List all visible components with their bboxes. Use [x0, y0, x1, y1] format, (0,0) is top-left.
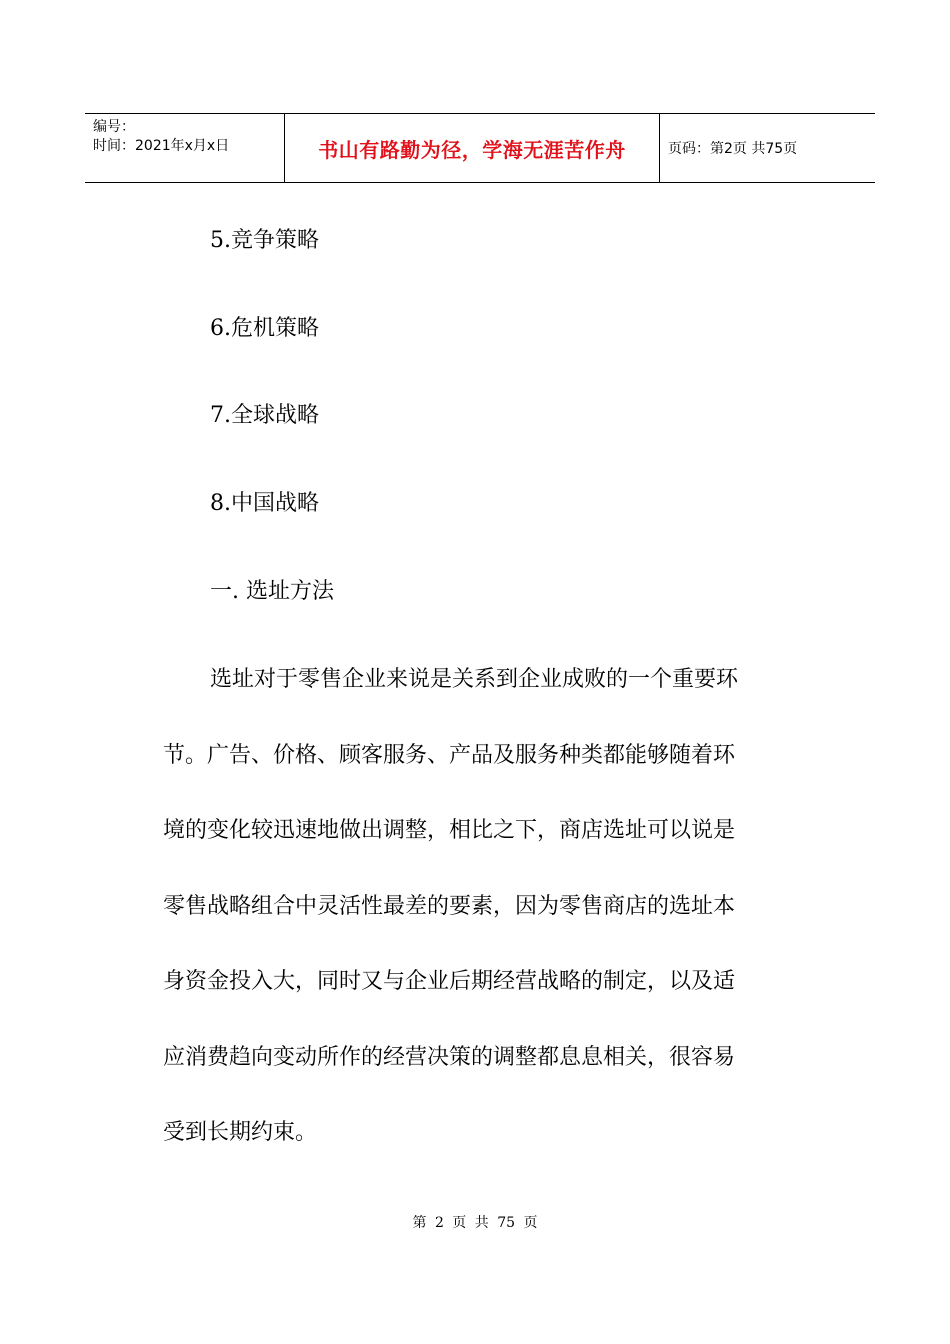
paragraph-line: 零售战略组合中灵活性最差的要素，因为零售商店的选址本 [163, 894, 736, 919]
list-item: 6.危机策略 [210, 316, 319, 341]
header-meta [85, 114, 285, 182]
number-label: 编号： [93, 119, 135, 135]
list-item: 7.全球战略 [210, 403, 319, 428]
paragraph-line: 应消费趋向变动所作的经营决策的调整都息息相关，很容易 [163, 1045, 736, 1070]
paragraph-line: 身资金投入大，同时又与企业后期经营战略的制定，以及适 [163, 969, 736, 994]
list-item: 8.中国战略 [210, 491, 319, 516]
section-heading: 一. 选址方法 [210, 579, 334, 604]
paragraph-line: 选址对于零售企业来说是关系到企业成败的一个重要环 [210, 667, 739, 692]
paragraph-line: 境的变化较迅速地做出调整，相比之下，商店选址可以说是 [163, 818, 736, 843]
page-header [85, 113, 875, 183]
paragraph-line: 节。广告、价格、顾客服务、产品及服务种类都能够随着环 [163, 743, 736, 768]
header-motto: 书山有路勤为径，学海无涯苦作舟 [285, 114, 660, 182]
header-page-info: 页码：第2页 共75页 [668, 141, 798, 157]
time-label: 时间：2021年x月x日 [93, 138, 230, 154]
page-footer: 第 2 页 共 75 页 [412, 1215, 538, 1231]
paragraph-line: 受到长期约束。 [163, 1120, 318, 1145]
list-item: 5.竞争策略 [210, 228, 319, 253]
